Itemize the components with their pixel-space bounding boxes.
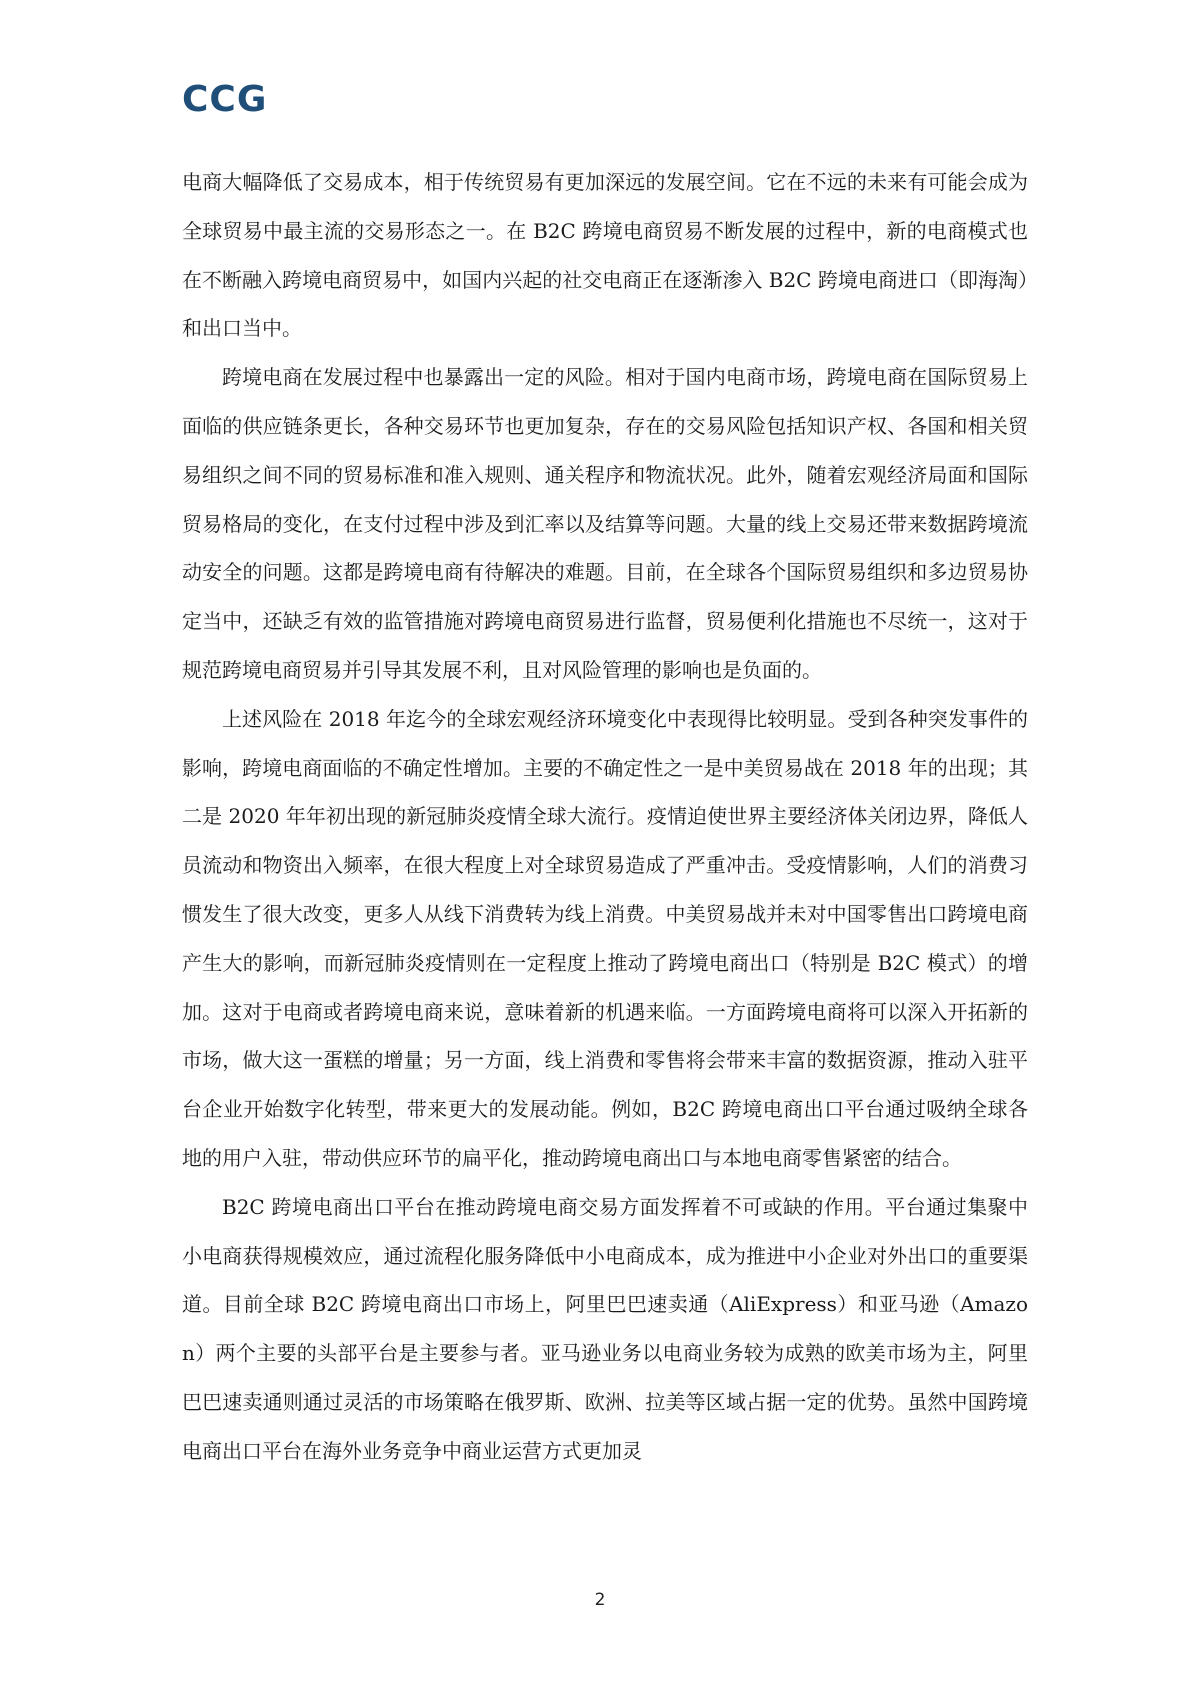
ccg-logo: CCG bbox=[182, 79, 268, 120]
paragraph-continuation: 电商大幅降低了交易成本，相于传统贸易有更加深远的发展空间。它在不远的未来有可能会成为全球贸易中最主流的交易形态之一。在 B2C 跨境电商贸易不断发展的过程中，新的电商模式也在不断融入跨境电商贸易中，如国内兴起的社交电商正在逐渐渗入 B2C 跨境电商进口（即海淘）和出口当中。 bbox=[182, 170, 1028, 341]
paragraph-platforms: B2C 跨境电商出口平台在推动跨境电商交易方面发挥着不可或缺的作用。平台通过集聚中小电商获得规模效应，通过流程化服务降低中小电商成本，成为推进中小企业对外出口的重要渠道。目前全球 B2C 跨境电商出口市场上，阿里巴巴速卖通（AliExpress）和亚马逊（Amazon）两个主要的头部平台是主要参与者。亚马逊业务以电商业务较为成熟的欧美市场为主，阿里巴巴速卖通则通过灵活的市场策略在俄罗斯、欧洲、拉美等区域占据一定的优势。虽然中国跨境电商出口平台在海外业务竞争中商业运营方式更加灵 bbox=[182, 1194, 1028, 1463]
paragraph-risks: 跨境电商在发展过程中也暴露出一定的风险。相对于国内电商市场，跨境电商在国际贸易上面临的供应链条更长，各种交易环节也更加复杂，存在的交易风险包括知识产权、各国和相关贸易组织之间不同的贸易标准和准入规则、通关程序和物流状况。此外，随着宏观经济局面和国际贸易格局的变化，在支付过程中涉及到汇率以及结算等问题。大量的线上交易还带来数据跨境流动安全的问题。这都是跨境电商有待解决的难题。目前，在全球各个国际贸易组织和多边贸易协定当中，还缺乏有效的监管措施对跨境电商贸易进行监督，贸易便利化措施也不尽统一，这对于规范跨境电商贸易并引导其发展不利，且对风险管理的影响也是负面的。 bbox=[182, 365, 1028, 682]
paragraph-uncertainty: 上述风险在 2018 年迄今的全球宏观经济环境变化中表现得比较明显。受到各种突发事件的影响，跨境电商面临的不确定性增加。主要的不确定性之一是中美贸易战在 2018 年的出现；其二是 2020 年年初出现的新冠肺炎疫情全球大流行。疫情迫使世界主要经济体关闭边界，降低人员流动和物资出入频率，在很大程度上对全球贸易造成了严重冲击。受疫情影响，人们的消费习惯发生了很大改变，更多人从线下消费转为线上消费。中美贸易战并未对中国零售出口跨境电商产生大的影响，而新冠肺炎疫情则在一定程度上推动了跨境电商出口（特别是 B2C 模式）的增加。这对于电商或者跨境电商来说，意味着新的机遇来临。一方面跨境电商将可以深入开拓新的市场，做大这一蛋糕的增量；另一方面，线上消费和零售将会带来丰富的数据资源，推动入驻平台企业开始数字化转型，带来更大的发展动能。例如，B2C 跨境电商出口平台通过吸纳全球各地的用户入驻，带动供应环节的扁平化，推动跨境电商出口与本地电商零售紧密的结合。 bbox=[182, 706, 1028, 1170]
page-number: 2 bbox=[594, 1590, 606, 1610]
document-body bbox=[182, 158, 1028, 1476]
